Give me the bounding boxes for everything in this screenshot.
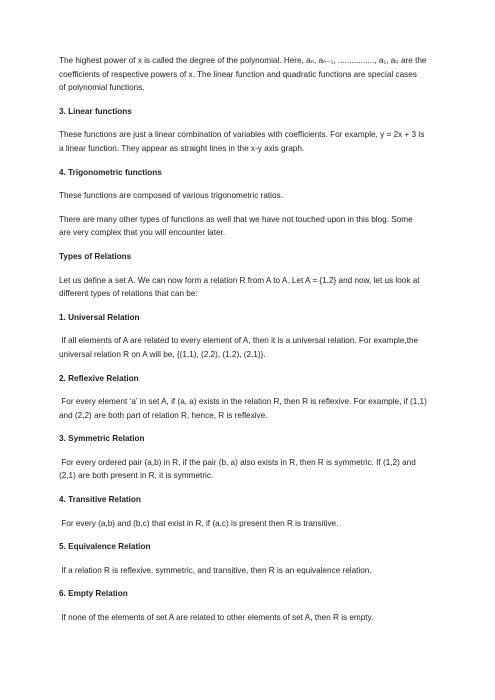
universal-relation-paragraph	[59, 334, 441, 361]
heading-types-of-relations: Types of Relations	[59, 251, 132, 261]
linear-functions-paragraph	[59, 128, 441, 155]
heading-transitive-relation: 4. Transitive Relation	[59, 495, 141, 505]
symmetric-relation-paragraph	[59, 456, 441, 483]
universal-relation-line-1: If all elements of A are related to every element of A, then it is a universal relation. For example,the	[59, 336, 419, 346]
empty-relation-line-1: If none of the elements of set A are related to other elements of set A, then R is empty.	[59, 613, 374, 623]
transitive-relation-paragraph	[59, 517, 441, 531]
other-functions-paragraph	[59, 213, 441, 240]
universal-relation-line-2: universal relation R on A will be, {(1,1), (2,2), (1,2), (2,1)}.	[59, 349, 266, 359]
transitive-relation-line-1: For every (a,b) and (b,c) that exist in R, if (a,c) is present then R is transitive.	[59, 518, 339, 528]
equivalence-relation-line-1: If a relation R is reflexive, symmetric, and transitive, then R is an equivalence relation.	[59, 565, 372, 575]
heading-trigonometric-functions: 4. Trigonometric functions	[59, 167, 162, 177]
heading-equivalence-relation: 5. Equivalence Relation	[59, 542, 151, 552]
linear-functions-line-2: a linear function. They appear as straight lines in the x-y axis graph.	[59, 143, 305, 153]
types-of-relations-line-1: Let us define a set A. We can now form a relation R from A to A. Let A = {1,2} and now, let us look at	[59, 275, 420, 285]
symmetric-relation-line-2: (2,1) are both present in R, it is symmetric.	[59, 471, 214, 481]
trigonometric-functions-paragraph	[59, 189, 441, 203]
other-functions-line-2: are very complex that you will encounter later.	[59, 228, 226, 238]
trigonometric-functions-line-1: These functions are composed of various trigonometric ratios.	[59, 191, 283, 201]
linear-functions-line-1: These functions are just a linear combination of variables with coefficients. For example, y = 2x + 3 is	[59, 130, 425, 140]
intro-line-2: coefficients of respective powers of x. The linear function and quadratic functions are special cases	[59, 69, 417, 79]
heading-universal-relation: 1. Universal Relation	[59, 312, 140, 322]
types-of-relations-line-2: different types of relations that can be:	[59, 289, 198, 299]
heading-symmetric-relation: 3. Symmetric Relation	[59, 434, 145, 444]
equivalence-relation-paragraph	[59, 564, 441, 578]
heading-empty-relation: 6. Empty Relation	[59, 589, 128, 599]
intro-line-1: The highest power of x is called the degree of the polynomial. Here, aₙ, aₙ₋₁, ................, a₁, a₀ are the	[59, 56, 427, 65]
types-of-relations-paragraph	[59, 274, 441, 301]
reflexive-relation-line-2: and (2,2) are both part of relation R, hence, R is reflexive.	[59, 410, 268, 420]
heading-linear-functions: 3. Linear functions	[59, 106, 132, 116]
symmetric-relation-line-1: For every ordered pair (a,b) in R, if the pair (b, a) also exists in R, then R is symmetric. If (1,2) and	[59, 457, 416, 467]
other-functions-line-1: There are many other types of functions as well that we have not touched upon in this blog. Some	[59, 214, 413, 224]
empty-relation-paragraph	[59, 611, 441, 625]
reflexive-relation-paragraph	[59, 395, 441, 422]
document-body	[59, 54, 441, 625]
intro-paragraph	[59, 54, 441, 95]
reflexive-relation-line-1: For every element ‘a’ in set A, if (a, a) exists in the relation R, then R is reflexive. For example, if (1,1)	[59, 397, 427, 407]
intro-line-3: of polynomial functions.	[59, 83, 145, 93]
heading-reflexive-relation: 2. Reflexive Relation	[59, 373, 139, 383]
